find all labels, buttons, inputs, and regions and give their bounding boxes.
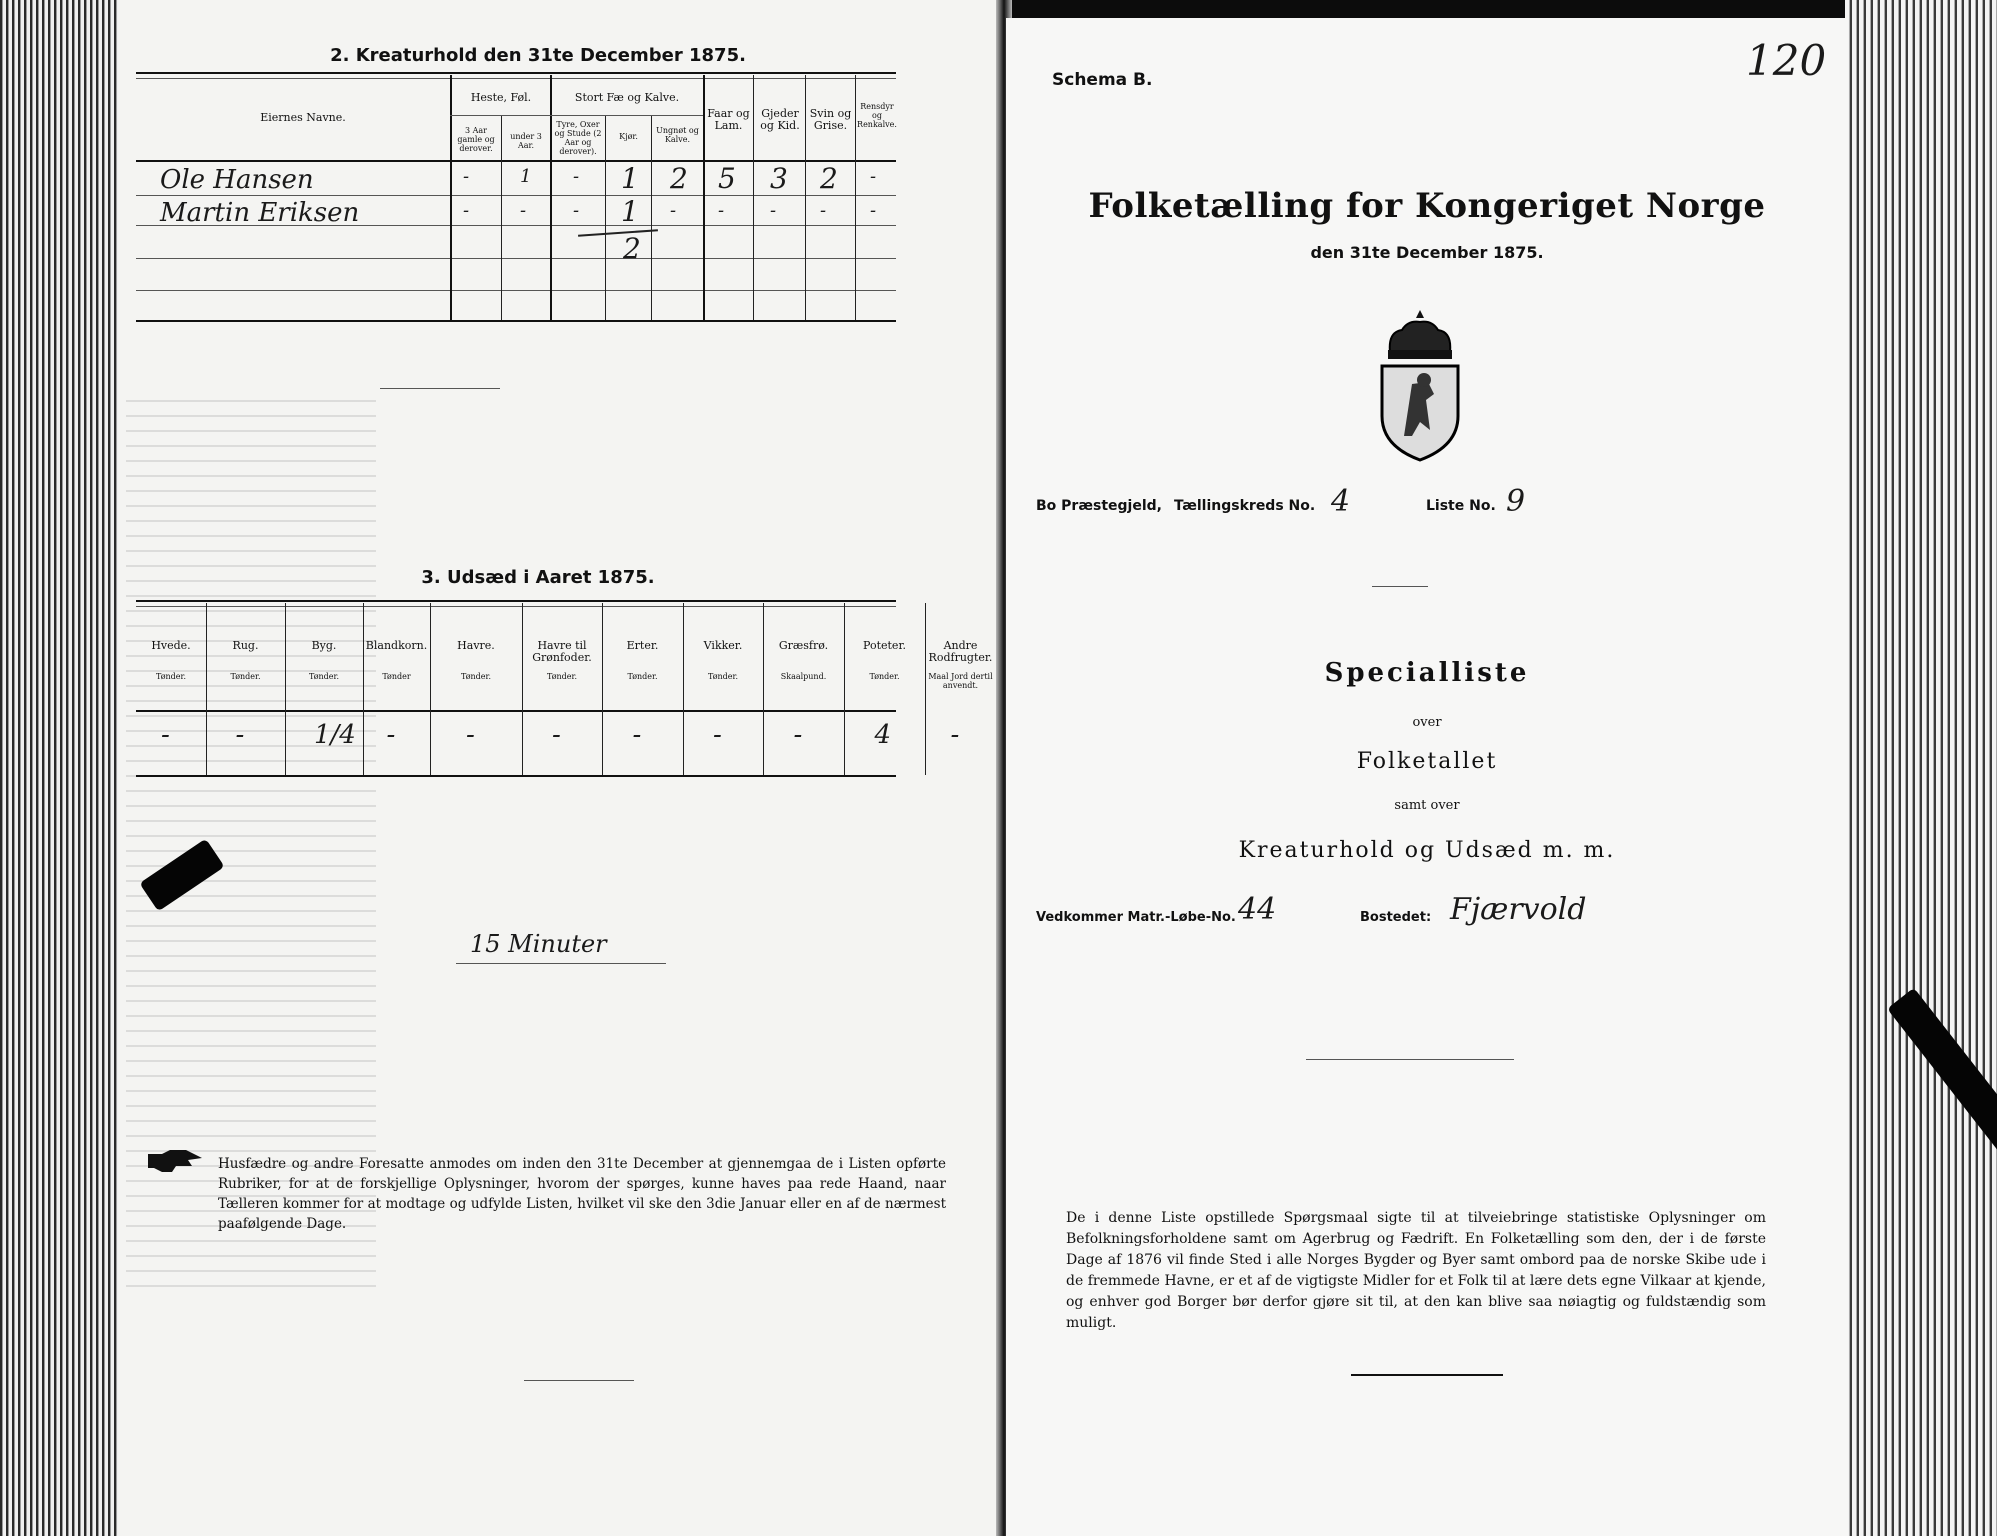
row1-goats: 3 (770, 162, 788, 195)
seed-col-header: Erter. (626, 639, 659, 652)
seed-value: 1/4 (314, 720, 356, 750)
owner-name: Martin Eriksen (160, 198, 360, 228)
pointing-hand-icon (146, 1148, 204, 1176)
notice-text: Husfædre og andre Foresatte anmodes om inden den 31te December at gjennemgaa de i Listen opførte Rubriker, for at de forskjellige Oplysninger, hvorom der spørges, kunne haves paa rede Haand, naar Tælleren kommer for at modtage og udfylde Listen, hvilket vil ske den 3die Januar eller en af de nærmest paafølgende Dage. (218, 1156, 946, 1232)
header-goats: Gjeder og Kid. (760, 107, 800, 132)
row1-sheep: 5 (718, 162, 736, 195)
folketallet-label: Folketallet (1356, 749, 1498, 774)
district-label: Tællingskreds No. (1174, 498, 1316, 514)
seed-col-header: Byg. (311, 639, 337, 652)
main-title: Folketælling for Kongeriget Norge (1088, 186, 1766, 226)
matr-label: Vedkommer Matr.-Løbe-No. (1036, 910, 1236, 925)
header-bulls: Tyre, Oxer og Stude (2 Aar og derover). (554, 120, 602, 156)
seed-col-unit: Tønder. (869, 672, 900, 681)
row2-goats: - (770, 200, 777, 221)
row1-reindeer: - (870, 166, 877, 187)
seed-value: - (632, 720, 642, 750)
cows-total: 2 (623, 232, 641, 265)
row1-pigs: 2 (820, 162, 838, 195)
list-number: 9 (1506, 484, 1526, 519)
handwritten-note: 15 Minuter (470, 930, 607, 958)
seed-col-header: Havre til Grønfoder. (532, 639, 592, 664)
seed-value: - (552, 720, 561, 750)
row2-cows: 1 (621, 195, 639, 228)
seed-value: - (466, 720, 475, 750)
schema-label: Schema B. (1052, 70, 1153, 90)
seed-col-unit: Tønder. (707, 672, 739, 681)
seed-col-unit: Skaalpund. (780, 672, 827, 681)
section3-title: 3. Udsæd i Aaret 1875. (421, 567, 655, 588)
row2-bulls: - (573, 200, 580, 221)
book-page-edges-right (1845, 0, 1997, 1536)
seed-col-unit: Tønder. (627, 672, 658, 681)
header-horses-under3: under 3 Aar. (510, 132, 542, 150)
header-young-cattle: Ungnøt og Kalve. (656, 126, 699, 144)
samt-over-label: samt over (1394, 798, 1460, 813)
date-line: den 31te December 1875. (1310, 243, 1544, 262)
seed-value: - (713, 720, 722, 750)
seed-col-unit: Tønder. (155, 672, 187, 681)
seed-col-unit: Maal Jord dertil anvendt. (928, 672, 993, 690)
seed-col-unit: Tønder. (308, 672, 340, 681)
row1-cows: 1 (621, 162, 639, 195)
seed-col-unit: Tønder. (460, 672, 492, 681)
page-number: 120 (1746, 36, 1827, 85)
row2-horses-under3: - (520, 200, 527, 221)
seed-col-header: Hvede. (151, 639, 191, 652)
row2-horses-over3: - (463, 200, 470, 221)
parish-label: Bo Præstegjeld, (1036, 498, 1162, 514)
seed-col-header: Andre Rodfrugter. (928, 639, 993, 664)
header-pigs: Svin og Grise. (809, 107, 852, 132)
row2-pigs: - (820, 200, 827, 221)
seed-col-unit: Tønder. (546, 672, 578, 681)
norway-coat-of-arms-icon (1368, 304, 1472, 464)
list-label: Liste No. (1426, 498, 1496, 514)
seed-value: - (235, 720, 245, 750)
header-cattle: Stort Fæ og Kalve. (574, 91, 680, 104)
header-cows: Kjør. (619, 132, 638, 141)
row1-young: 2 (670, 162, 688, 195)
header-sheep: Faar og Lam. (707, 107, 750, 132)
specialliste-title: Specialliste (1324, 658, 1530, 688)
kreaturhold-label: Kreaturhold og Udsæd m. m. (1238, 838, 1616, 863)
seed-col-header: Rug. (232, 639, 259, 652)
header-owner-names: Eiernes Navne. (260, 111, 346, 124)
district-number: 4 (1331, 484, 1351, 519)
info-paragraph: De i denne Liste opstillede Spørgsmaal sigte til at tilveiebringe statistiske Oplysninger om Befolkningsforholdene samt om Agerbrug og Fædrift. En Folketælling som den, der i de første Dage af 1876 vil finde Sted i alle Norges Bygder og Byer samt ombord paa de norske Skibe ude i de fremmede Havne, er et af de vigtigste Midler for et Folk til at lære dets egne Vilkaar at kjende, og enhver god Borger bør derfor gjøre sit til, at den kan blive saa nøiagtig og fuldstændig som muligt. (1066, 1210, 1766, 1331)
seed-value: - (386, 720, 396, 750)
bosted-label: Bostedet: (1360, 910, 1432, 925)
row2-reindeer: - (870, 200, 877, 221)
seed-table-headers (136, 612, 996, 777)
row2-young: - (670, 200, 677, 221)
seed-col-header: Vikker. (703, 639, 743, 652)
seed-value: - (793, 720, 803, 750)
section2-title: 2. Kreaturhold den 31te December 1875. (330, 45, 746, 66)
seed-col-header: Blandkorn. (365, 639, 428, 652)
seed-value: 4 (874, 720, 892, 750)
book-page-edges-left (0, 0, 130, 1536)
seed-col-header: Poteter. (863, 639, 906, 652)
header-reindeer: Rensdyr og Renkalve. (857, 102, 897, 129)
owner-name: Ole Hansen (160, 165, 314, 195)
row2-sheep: - (718, 200, 725, 221)
seed-col-unit: Tønder (382, 672, 411, 681)
bosted-value: Fjærvold (1450, 892, 1587, 927)
row1-bulls: - (573, 166, 580, 187)
seed-col-unit: Tønder. (230, 672, 261, 681)
seed-value: - (950, 720, 960, 750)
over-label: over (1412, 715, 1442, 730)
row1-horses-under3: 1 (520, 166, 532, 187)
seed-value: - (161, 720, 170, 750)
seed-col-header: Græsfrø. (778, 639, 829, 652)
row1-horses-over3: - (463, 166, 470, 187)
matr-number: 44 (1238, 892, 1277, 927)
header-horses-over3: 3 Aar gamle og derover. (457, 126, 495, 153)
right-page (1006, 18, 1848, 1536)
header-horses: Heste, Føl. (470, 91, 532, 104)
seed-col-header: Havre. (457, 639, 495, 652)
